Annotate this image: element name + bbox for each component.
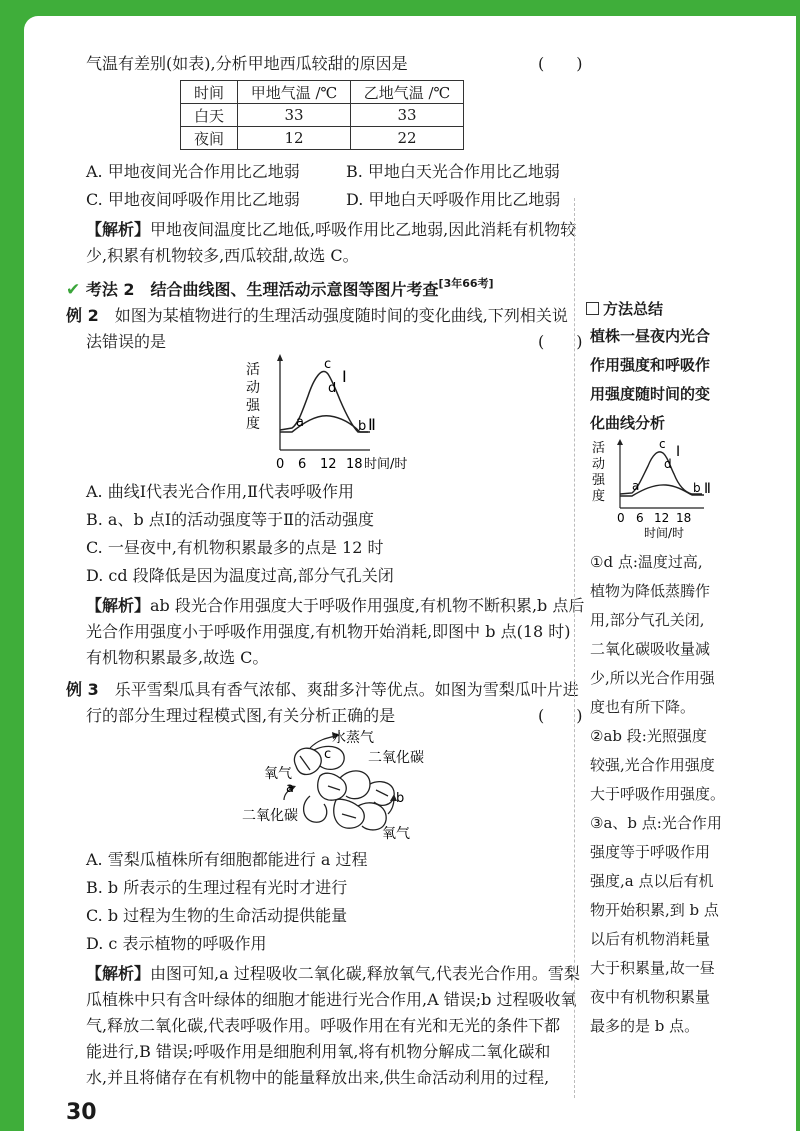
leaf-process-diagram: [240, 726, 470, 844]
example2-line1: [66, 304, 568, 328]
check-icon: ✔: [66, 280, 81, 300]
table-header: 甲地气温 /℃: [238, 81, 351, 104]
sidebar-text-line: 以后有机物消耗量: [590, 930, 711, 948]
sidebar-text-line: 大于呼吸作用强度。: [590, 785, 726, 803]
sidebar-heading-line: 化曲线分析: [590, 414, 666, 432]
analysis-text: 由图可知,a 过程吸收二氧化碳,释放氧气,代表光合作用。雪梨: [150, 964, 580, 983]
sidebar-heading-line: 用强度随时间的变: [590, 385, 711, 403]
x-axis-label: 时间/时: [644, 526, 685, 540]
example3-analysis-line4: 能进行,B 错误;呼吸作用是细胞利用氧,将有机物分解成二氧化碳和: [86, 1042, 551, 1061]
point-a-label: a: [632, 479, 640, 493]
water-vapor-label: 水蒸气: [332, 730, 374, 746]
oxygen-right-label: 氧气: [382, 826, 410, 842]
table-header-row: [181, 81, 464, 104]
analysis-text: 甲地夜间温度比乙地低,呼吸作用比乙地弱,因此消耗有机物较: [150, 220, 577, 239]
curve-1-photosynthesis: [280, 371, 368, 432]
oxygen-left-label: 氧气: [264, 766, 292, 782]
sidebar-text-line: 度也有所下降。: [590, 698, 696, 716]
question1-option-c: C. 甲地夜间呼吸作用比乙地弱: [86, 190, 300, 209]
table-cell: 22: [351, 127, 464, 150]
temperature-table: [180, 80, 464, 150]
x-tick-label: 0: [276, 457, 285, 472]
example2-analysis-line1: [86, 594, 584, 618]
y-label-char: 度: [592, 489, 606, 504]
question1-answer-paren: ( ): [538, 54, 583, 73]
method2-note: [3年66考]: [438, 277, 494, 290]
table-cell: 33: [351, 104, 464, 127]
y-label-char: 强: [246, 398, 260, 414]
y-label-char: 动: [592, 457, 606, 472]
curve-2-label: Ⅱ: [368, 415, 376, 434]
question1-option-b: B. 甲地白天光合作用比乙地弱: [346, 162, 560, 181]
example3-option-b: B. b 所表示的生理过程有光时才进行: [86, 878, 348, 897]
point-c-label: c: [324, 357, 332, 372]
sidebar-text-line: 强度,a 点以后有机: [590, 872, 714, 890]
x-tick-label: 18: [676, 511, 692, 525]
x-axis-label: 时间/时: [364, 457, 408, 472]
sidebar-text-line: 最多的是 b 点。: [590, 1017, 700, 1035]
example2-analysis-line2: 光合作用强度小于呼吸作用强度,有机物开始消耗,即图中 b 点(18 时): [86, 622, 571, 641]
table-cell: 33: [238, 104, 351, 127]
example2-label: 例 2: [66, 306, 99, 325]
y-label-char: 活: [246, 362, 260, 378]
sidebar-text-line: ①d 点:温度过高,: [590, 553, 703, 571]
sidebar-text-line: 物开始积累,到 b 点: [590, 901, 719, 919]
point-d-label: d: [328, 381, 337, 396]
example2-option-c: C. 一昼夜中,有机物积累最多的点是 12 时: [86, 538, 384, 557]
point-c-label: c: [659, 438, 666, 451]
x-tick-label: 0: [617, 511, 625, 525]
question1-option-a: A. 甲地夜间光合作用比乙地弱: [86, 162, 300, 181]
sidebar-divider: [574, 198, 575, 1098]
point-b-label: b: [693, 481, 701, 495]
sidebar-text-line: 较强,光合作用强度: [590, 756, 715, 774]
y-label-char: 强: [592, 473, 606, 488]
page-number: 30: [66, 1100, 97, 1125]
process-c-label: c: [324, 747, 332, 762]
point-a-label: a: [296, 415, 304, 430]
example2-text: 如图为某植物进行的生理活动强度随时间的变化曲线,下列相关说: [114, 306, 568, 325]
sidebar-heading-line: 植株一昼夜内光合: [590, 327, 711, 345]
example3-text: 乐平雪梨瓜具有香气浓郁、爽甜多汁等优点。如图为雪梨瓜叶片进: [114, 680, 579, 699]
example3-option-d: D. c 表示植物的呼吸作用: [86, 934, 267, 953]
sidebar-text-line: 植物为降低蒸腾作: [590, 582, 711, 600]
table-header: 时间: [181, 81, 238, 104]
method2-title: 考法 2 结合曲线图、生理活动示意图等图片考查: [85, 280, 439, 299]
x-tick-label: 18: [346, 457, 363, 472]
point-d-label: d: [664, 457, 672, 471]
example2-option-a: A. 曲线Ⅰ代表光合作用,Ⅱ代表呼吸作用: [86, 482, 355, 501]
table-row: [181, 127, 464, 150]
co2-bottom-label: 二氧化碳: [242, 808, 298, 824]
example2-analysis-line3: 有机物积累最多,故选 C。: [86, 648, 269, 667]
table-row: [181, 104, 464, 127]
sidebar-title-text: 方法总结: [603, 300, 664, 318]
sidebar-text-line: 强度等于呼吸作用: [590, 843, 711, 861]
analysis-text: ab 段光合作用强度大于呼吸作用强度,有机物不断积累,b 点后: [150, 596, 585, 615]
table-cell: 夜间: [181, 127, 238, 150]
table-cell: 白天: [181, 104, 238, 127]
y-label-char: 动: [246, 380, 260, 396]
y-label-char: 活: [592, 441, 606, 456]
example3-option-c: C. b 过程为生物的生命活动提供能量: [86, 906, 348, 925]
question1-option-d: D. 甲地白天呼吸作用比乙地弱: [346, 190, 561, 209]
question1-analysis-line2: 少,积累有机物较多,西瓜较甜,故选 C。: [86, 246, 359, 265]
example3-analysis-line2: 瓜植株中只有含叶绿体的细胞才能进行光合作用,A 错误;b 过程吸收氧: [86, 990, 577, 1009]
example2-answer-paren: ( ): [538, 332, 583, 351]
question1-analysis-line1: [86, 218, 576, 242]
process-b-label: b: [396, 791, 405, 806]
example3-line2: 行的部分生理过程模式图,有关分析正确的是: [86, 706, 396, 725]
co2-top-label: 二氧化碳: [368, 750, 424, 766]
analysis-label: 【解析】: [86, 596, 151, 615]
curve-1-label: Ⅰ: [342, 367, 347, 386]
x-tick-label: 12: [320, 457, 337, 472]
y-axis-arrow: [617, 439, 623, 445]
table-cell: 12: [238, 127, 351, 150]
y-label-char: 度: [246, 416, 260, 432]
example3-answer-paren: ( ): [538, 706, 583, 725]
sidebar-title: [586, 298, 746, 319]
sidebar-text-line: 夜中有机物积累量: [590, 988, 711, 1006]
method2-heading: [66, 272, 494, 302]
process-a-label: a: [286, 781, 294, 796]
question1-intro: 气温有差别(如表),分析甲地西瓜较甜的原因是: [86, 54, 408, 73]
example2-line2: 法错误的是: [86, 332, 167, 351]
analysis-label: 【解析】: [86, 964, 151, 983]
sidebar-text-line: 少,所以光合作用强: [590, 669, 715, 687]
activity-curve-chart: [240, 352, 430, 478]
example3-analysis-line1: [86, 962, 580, 986]
example3-analysis-line5: 水,并且将储存在有机物中的能量释放出来,供生命活动利用的过程,: [86, 1068, 550, 1087]
curve-2-respiration: [280, 416, 370, 432]
example3-line1: [66, 678, 579, 702]
curve-2-label: Ⅱ: [704, 481, 711, 497]
curve-1-label: Ⅰ: [676, 444, 681, 460]
x-tick-label: 6: [636, 511, 644, 525]
sidebar-text-line: ③a、b 点:光合作用: [590, 814, 722, 832]
y-axis-arrow: [277, 354, 283, 361]
point-b-label: b: [358, 419, 367, 434]
example3-label: 例 3: [66, 680, 99, 699]
example2-option-b: B. a、b 点Ⅰ的活动强度等于Ⅱ的活动强度: [86, 510, 374, 529]
x-tick-label: 6: [298, 457, 307, 472]
square-icon: [586, 302, 599, 315]
sidebar-heading-line: 作用强度和呼吸作: [590, 356, 711, 374]
table-header: 乙地气温 /℃: [351, 81, 464, 104]
sidebar-text-line: 用,部分气孔关闭,: [590, 611, 705, 629]
sidebar-text-line: 二氧化碳吸收量减: [590, 640, 711, 658]
sidebar-text-line: 大于积累量,故一昼: [590, 959, 715, 977]
sidebar-activity-chart: [588, 438, 738, 540]
sidebar-text-line: ②ab 段:光照强度: [590, 727, 707, 745]
example3-option-a: A. 雪梨瓜植株所有细胞都能进行 a 过程: [86, 850, 368, 869]
x-tick-label: 12: [654, 511, 670, 525]
example2-option-d: D. cd 段降低是因为温度过高,部分气孔关闭: [86, 566, 394, 585]
example3-analysis-line3: 气,释放二氧化碳,代表呼吸作用。呼吸作用在有光和无光的条件下都: [86, 1016, 561, 1035]
analysis-label: 【解析】: [86, 220, 151, 239]
